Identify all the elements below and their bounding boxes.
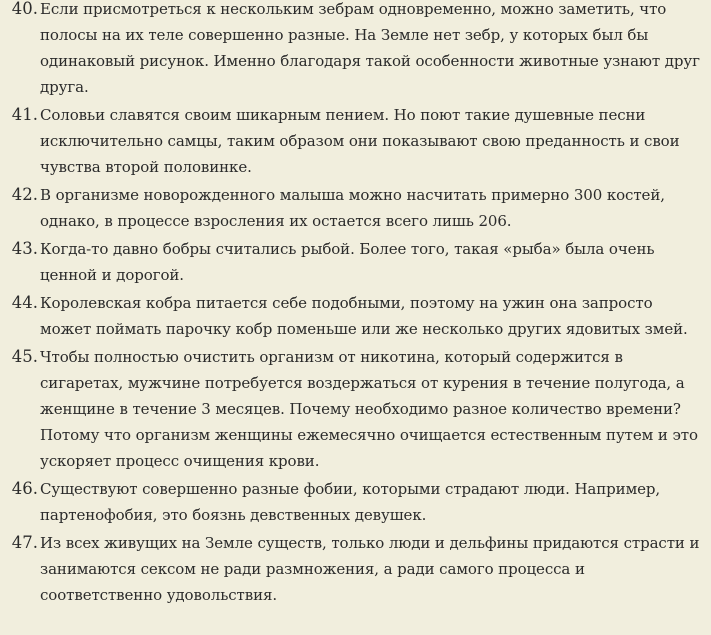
fact-number: 44.	[11, 293, 38, 312]
fact-item	[0, 530, 703, 608]
fact-number: 45.	[11, 347, 38, 366]
fact-number: 43.	[11, 239, 38, 258]
fact-item	[0, 236, 703, 288]
fact-number: 41.	[11, 105, 38, 124]
fact-item	[0, 344, 703, 474]
fact-item	[0, 0, 703, 100]
fact-text: Существуют совершенно разные фобии, которыми страдают люди. Например, партенофобия, это боязнь девственных девушек.	[40, 480, 661, 524]
fact-item	[0, 182, 703, 234]
fact-item	[0, 102, 703, 180]
fact-text: Чтобы полностью очистить организм от никотина, который содержится в сигаретах, мужчине потребуется воздержаться от курения в течение полугода, а женщине в течение 3 месяцев. Почему необходимо разное количество времени? Потому что организм женщины ежемесячно очищается естественным путем и это ускоряет процесс очищения крови.	[40, 348, 698, 470]
fact-text: Королевская кобра питается себе подобными, поэтому на ужин она запросто может поймать парочку кобр поменьше или же несколько других ядовитых змей.	[40, 294, 688, 338]
fact-item	[0, 476, 703, 528]
fact-text: Когда-то давно бобры считались рыбой. Более того, такая «рыба» была очень ценной и дорогой.	[40, 240, 655, 284]
fact-number: 42.	[11, 185, 38, 204]
fact-number: 47.	[11, 533, 38, 552]
fact-text: Из всех живущих на Земле существ, только люди и дельфины придаются страсти и занимаются сексом не ради размножения, а ради самого процесса и соответственно удовольствия.	[40, 534, 700, 604]
fact-text: Соловьи славятся своим шикарным пением. Но поют такие душевные песни исключительно самцы, таким образом они показывают свою преданность и свои чувства второй половинке.	[40, 106, 680, 176]
fact-text: Если присмотреться к нескольким зебрам одновременно, можно заметить, что полосы на их теле совершенно разные. На Земле нет зебр, у которых был бы одинаковый рисунок. Именно благодаря такой особенности животные узнают друг друга.	[40, 0, 700, 96]
fact-text: В организме новорожденного малыша можно насчитать примерно 300 костей, однако, в процессе взросления их остается всего лишь 206.	[40, 186, 665, 230]
fact-number: 40.	[11, 0, 38, 18]
fact-number: 46.	[11, 479, 38, 498]
fact-item	[0, 290, 703, 342]
